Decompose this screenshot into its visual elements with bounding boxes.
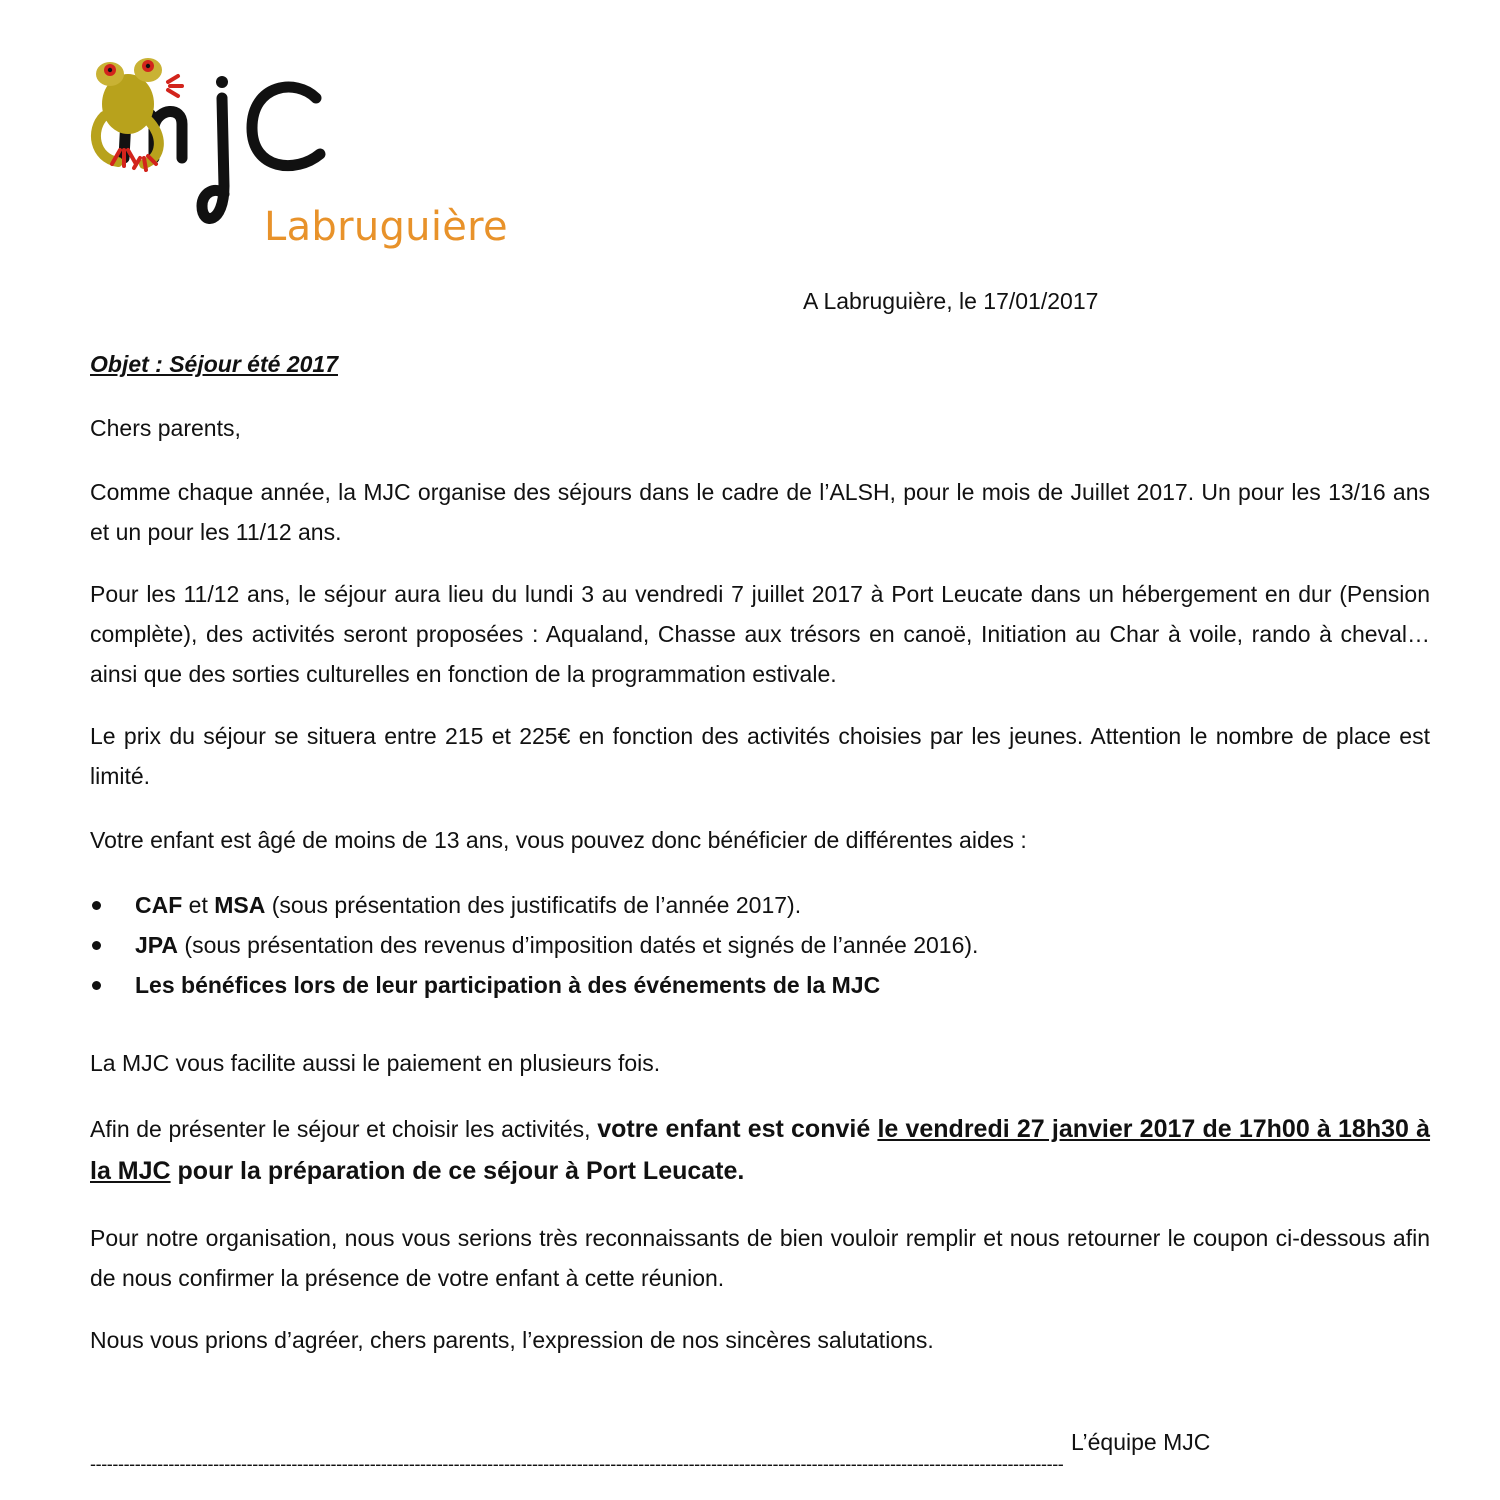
paragraph-meeting bbox=[90, 1108, 1430, 1192]
jpa-detail: (sous présentation des revenus d’imposition datés et signés de l’année 2016). bbox=[178, 932, 979, 958]
meeting-purpose: pour la préparation de ce séjour à Port Leucate. bbox=[170, 1157, 745, 1185]
paragraph-closing: Nous vous prions d’agréer, chers parents, l’expression de nos sincères salutations. bbox=[90, 1327, 934, 1353]
paragraph-sejour-details: Pour les 11/12 ans, le séjour aura lieu du lundi 3 au vendredi 7 juillet 2017 à Port Leucate dans un hébergement en dur (Pension complète), des activités seront proposées : Aqualand, Chasse aux trésors en canoë, Initiation au Char à voile, rando à cheval…ainsi que des sorties culturelles en fonction de la programmation estivale. bbox=[90, 581, 1430, 687]
list-item bbox=[90, 925, 1430, 965]
paragraph-aids-intro: Votre enfant est âgé de moins de 13 ans, vous pouvez donc bénéficier de différentes aides : bbox=[90, 827, 1027, 853]
signature: L’équipe MJC bbox=[1071, 1429, 1211, 1455]
letter-subject: Objet : Séjour été 2017 bbox=[90, 351, 338, 377]
meeting-intro: Afin de présenter le séjour et choisir les activités, bbox=[90, 1116, 598, 1142]
caf-label: CAF bbox=[135, 892, 183, 918]
paragraph-payment: La MJC vous facilite aussi le paiement en plusieurs fois. bbox=[90, 1050, 661, 1076]
paragraph-coupon-request: Pour notre organisation, nous vous serions très reconnaissants de bien vouloir remplir et nous retourner le coupon ci-dessous afin de nous confirmer la présence de votre enfant à cette réunion. bbox=[90, 1225, 1430, 1291]
cut-line-separator: ------------------------------------------------------------------------------------------------------------------------------------------------------------------------------ bbox=[90, 1454, 1064, 1474]
logo-labruguiere-text: Labruguière bbox=[264, 204, 508, 250]
mjc-logo bbox=[84, 46, 524, 250]
meeting-date: le vendredi 27 janvier 2017 de 17h00 à 18h30 à la MJC bbox=[90, 1115, 1431, 1185]
meeting-invite: votre enfant est convié bbox=[597, 1115, 878, 1143]
benefices-text: Les bénéfices lors de leur participation à des événements de la MJC bbox=[135, 972, 881, 998]
letter-date: A Labruguière, le 17/01/2017 bbox=[803, 288, 1099, 314]
list-item bbox=[90, 885, 1430, 925]
list-item bbox=[90, 965, 1430, 1005]
greeting: Chers parents, bbox=[90, 415, 241, 441]
paragraph-price: Le prix du séjour se situera entre 215 et 225€ en fonction des activités choisies par les jeunes. Attention le nombre de place est limité. bbox=[90, 723, 1430, 789]
conjunction-text: et bbox=[182, 892, 215, 918]
caf-msa-detail: (sous présentation des justificatifs de l’année 2017). bbox=[265, 892, 802, 918]
aids-list bbox=[90, 885, 1430, 1005]
jpa-label: JPA bbox=[135, 932, 179, 958]
msa-label: MSA bbox=[214, 892, 266, 918]
paragraph-intro: Comme chaque année, la MJC organise des séjours dans le cadre de l’ALSH, pour le mois de Juillet 2017. Un pour les 13/16 ans et un pour les 11/12 ans. bbox=[90, 479, 1430, 545]
